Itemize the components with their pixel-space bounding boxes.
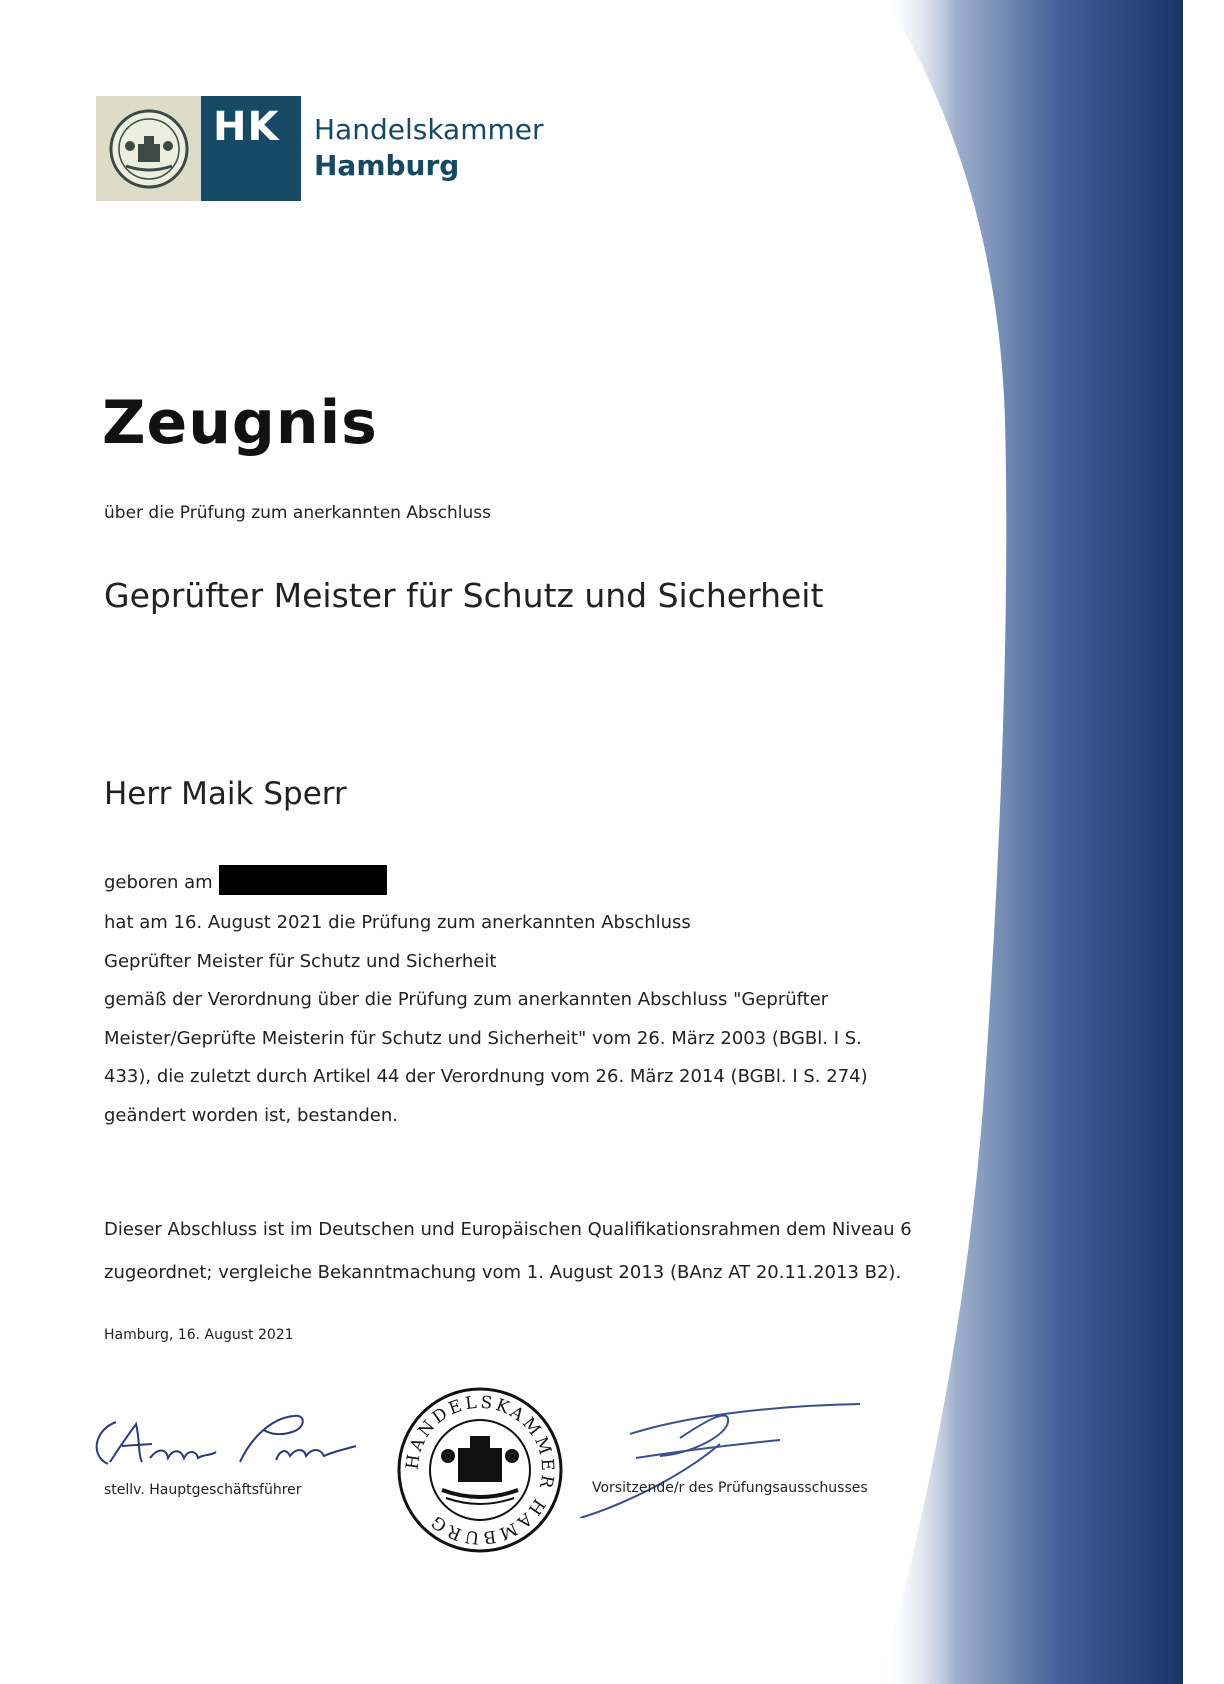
born-label: geboren am [104, 872, 213, 893]
place-and-date: Hamburg, 16. August 2021 [104, 1327, 294, 1343]
body-paragraph [104, 904, 868, 1135]
body-line: geändert worden ist, bestanden. [104, 1104, 398, 1126]
left-signature [80, 1400, 400, 1480]
logo-line-2: Hamburg [314, 149, 460, 182]
seal-emblem-icon [441, 1436, 519, 1504]
document-title: Zeugnis [102, 388, 378, 458]
birth-date-line [104, 868, 387, 898]
left-signature-label: stellv. Hauptgeschäftsführer [104, 1482, 302, 1498]
body-line: Meister/Geprüfte Meisterin für Schutz und Sicherheit" vom 26. März 2003 (BGBl. I S. [104, 1027, 862, 1049]
right-signature-label: Vorsitzende/r des Prüfungsausschusses [592, 1480, 868, 1496]
nqr-line: Dieser Abschluss ist im Deutschen und Europäischen Qualifikationsrahmen dem Niveau 6 [104, 1219, 912, 1240]
qualification-title: Geprüfter Meister für Schutz und Sicherheit [104, 576, 824, 615]
logo-seal [96, 96, 201, 201]
body-line: gemäß der Verordnung über die Prüfung zum anerkannten Abschluss "Geprüfter [104, 989, 829, 1010]
logo-hk-text: HK [213, 104, 280, 150]
coat-of-arms-icon [108, 108, 190, 190]
nqr-line: zugeordnet; vergleiche Bekanntmachung vom 1. August 2013 (BAnz AT 20.11.2013 B2). [104, 1262, 902, 1283]
body-line: Geprüfter Meister für Schutz und Sicherheit [104, 950, 497, 972]
seal-ring-text: HANDELSKAMMER HAMBURG [402, 1392, 558, 1548]
logo-hk-box [201, 96, 301, 201]
hk-logo [96, 96, 301, 201]
logo-line-1: Handelskammer [314, 113, 544, 146]
logo-wordmark [314, 112, 544, 184]
qualification-framework-note [104, 1208, 912, 1294]
person-name: Herr Maik Sperr [104, 776, 347, 812]
official-seal [396, 1386, 564, 1554]
document-subtitle: über die Prüfung zum anerkannten Abschluss [104, 503, 491, 523]
body-line: hat am 16. August 2021 die Prüfung zum anerkannten Abschluss [104, 912, 691, 933]
body-line: 433), die zuletzt durch Artikel 44 der Verordnung vom 26. März 2014 (BGBl. I S. 274) [104, 1066, 868, 1087]
redacted-birth-date [219, 865, 387, 895]
right-signature [560, 1378, 880, 1518]
